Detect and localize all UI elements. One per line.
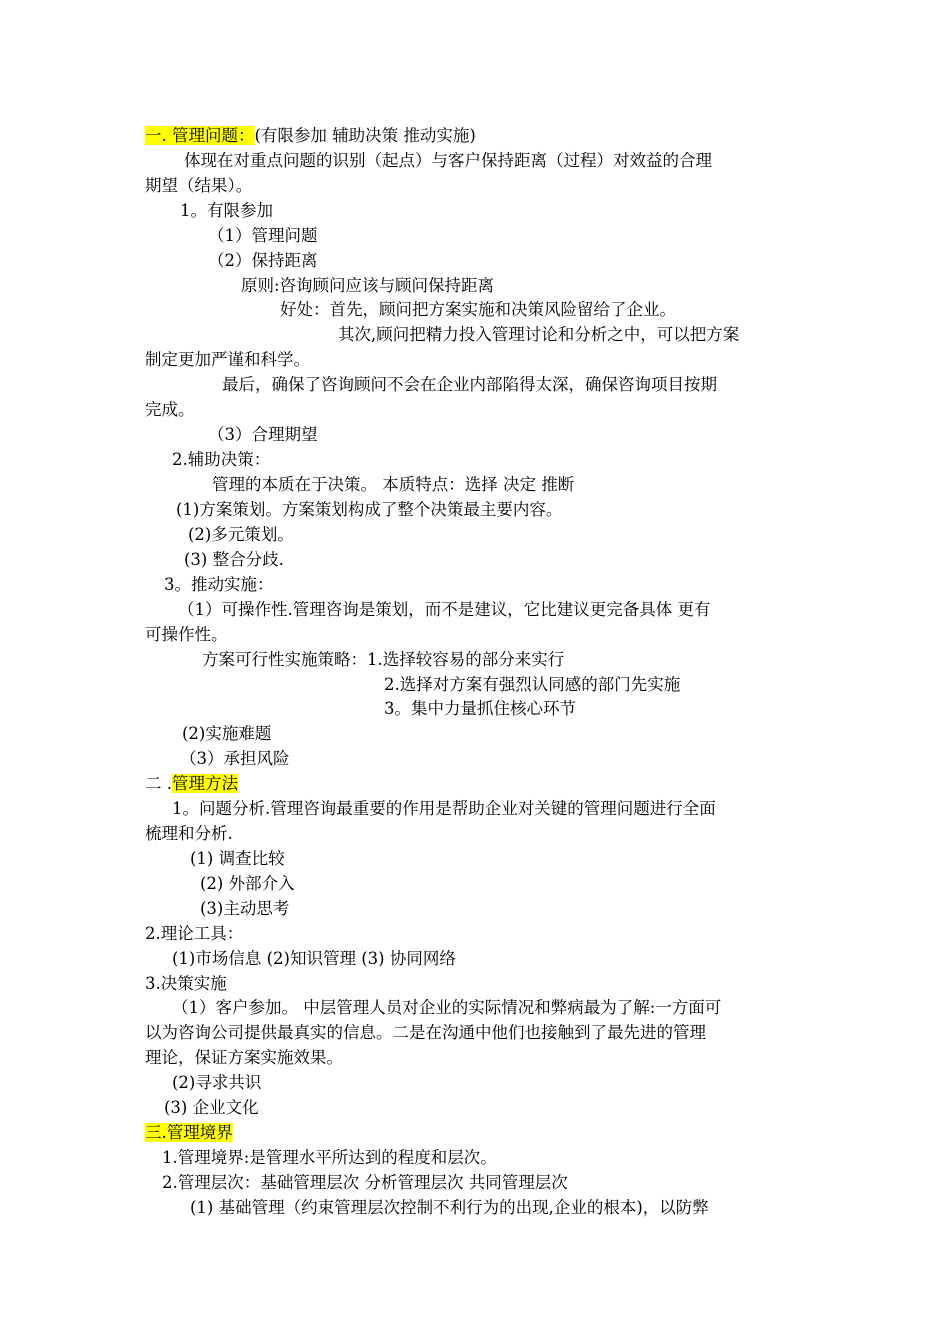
section-2-heading	[145, 772, 238, 796]
s1-principle: 原则:咨询顾问应该与顾问保持距离	[241, 276, 495, 295]
s1-point-1-title: 1。有限参加	[180, 201, 273, 220]
s1-point-3-item-1-line-1: （1）可操作性.管理咨询是策划，而不是建议，它比建议更完备具体 更有	[178, 600, 711, 619]
s2-point-3-item-2: (2)寻求共识	[172, 1073, 262, 1092]
s1-point-3-item-1-line-2: 可操作性。	[145, 625, 228, 644]
s1-point-3-title: 3。推动实施：	[164, 575, 274, 594]
s2-point-1-item-2: (2) 外部介入	[200, 874, 295, 893]
s2-point-3-item-1-line-1: （1）客户参加。 中层管理人员对企业的实际情况和弊病最为了解:一方面可	[172, 998, 722, 1017]
section-1-heading-highlight: 一. 管理问题：	[145, 126, 255, 145]
section-2-heading-highlight: 管理方法	[172, 774, 238, 793]
section-3-heading	[145, 1121, 233, 1145]
s1-point-3-item-3: （3）承担风险	[180, 749, 290, 768]
section-1-heading	[145, 124, 476, 148]
section-1-heading-subtitle: (有限参加 辅助决策 推动实施)	[254, 126, 476, 145]
s2-point-3-item-3: (3) 企业文化	[164, 1098, 259, 1117]
s3-point-2-item-1: (1) 基础管理（约束管理层次控制不利行为的出现,企业的根本)，以防弊	[190, 1198, 709, 1217]
s1-strategy-2: 2.选择对方案有强烈认同感的部门先实施	[384, 675, 681, 694]
s1-point-2-item-1: (1)方案策划。方案策划构成了整个决策最主要内容。	[176, 500, 563, 519]
s1-strategy-1: 方案可行性实施策略：1.选择较容易的部分来实行	[202, 650, 565, 669]
s1-point-3-item-2: (2)实施难题	[182, 724, 272, 743]
s2-point-3-item-1-line-2: 以为咨询公司提供最真实的信息。二是在沟通中他们也接触到了最先进的管理	[145, 1023, 706, 1042]
s1-intro-line-2: 期望（结果）。	[145, 176, 253, 195]
section-3-heading-highlight: 三.管理境界	[145, 1123, 233, 1142]
s1-strategy-3: 3。集中力量抓住核心环节	[384, 699, 576, 718]
s1-point-1-item-2: （2）保持距离	[208, 251, 318, 270]
s1-point-1-item-1: （1）管理问题	[208, 226, 318, 245]
s1-point-2-essence: 管理的本质在于决策。 本质特点：选择 决定 推断	[212, 475, 575, 494]
s2-point-1-line-2: 梳理和分析.	[145, 824, 233, 843]
s1-point-2-title: 2.辅助决策：	[172, 450, 271, 469]
s1-point-1-item-3: （3）合理期望	[208, 425, 318, 444]
s2-point-2-items: (1)市场信息 (2)知识管理 (3) 协同网络	[172, 949, 456, 968]
s1-point-2-item-2: (2)多元策划。	[188, 525, 294, 544]
s1-intro-line-1: 体现在对重点问题的识别（起点）与客户保持距离（过程）对效益的合理	[184, 151, 712, 170]
s1-benefit-3-line-1: 最后，确保了咨询顾问不会在企业内部陷得太深，确保咨询项目按期	[222, 375, 717, 394]
s1-benefit-2-line-2: 制定更加严谨和科学。	[145, 350, 310, 369]
s3-point-2: 2.管理层次：基础管理层次 分析管理层次 共同管理层次	[162, 1173, 568, 1192]
s2-point-1-item-1: (1) 调查比较	[190, 849, 285, 868]
s1-benefit-2-line-1: 其次,顾问把精力投入管理讨论和分析之中，可以把方案	[338, 325, 740, 344]
s1-benefit-3-line-2: 完成。	[145, 400, 195, 419]
s2-point-1-line-1: 1。问题分析.管理咨询最重要的作用是帮助企业对关键的管理问题进行全面	[172, 799, 716, 818]
section-2-heading-prefix: 二 .	[145, 774, 172, 793]
s1-benefit-1: 好处：首先，顾问把方案实施和决策风险留给了企业。	[280, 300, 676, 319]
s3-point-1: 1.管理境界:是管理水平所达到的程度和层次。	[162, 1148, 497, 1167]
s2-point-2-title: 2.理论工具：	[145, 924, 244, 943]
s2-point-3-title: 3.决策实施	[145, 974, 227, 993]
s2-point-3-item-1-line-3: 理论，保证方案实施效果。	[145, 1048, 343, 1067]
s2-point-1-item-3: (3)主动思考	[200, 899, 290, 918]
s1-point-2-item-3: (3) 整合分歧.	[184, 550, 284, 569]
